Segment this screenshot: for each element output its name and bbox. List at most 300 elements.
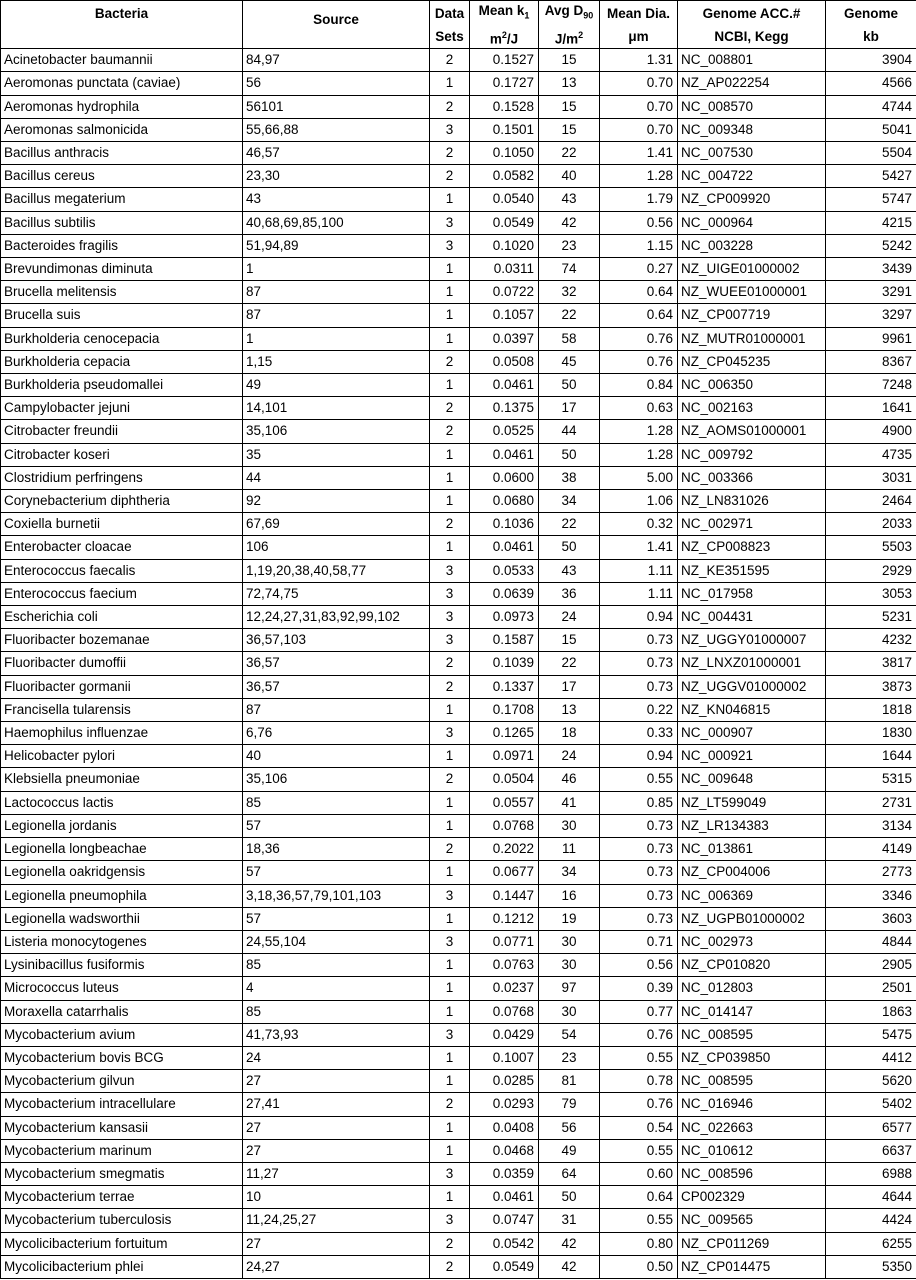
cell-bacteria-name: Enterococcus faecium bbox=[1, 582, 243, 605]
table-row bbox=[1, 559, 916, 582]
table-row bbox=[1, 1209, 916, 1232]
cell-genome-kb: 7248 bbox=[826, 374, 916, 397]
cell-mean-diameter: 1.06 bbox=[600, 490, 678, 513]
cell-mean-diameter: 1.15 bbox=[600, 234, 678, 257]
cell-mean-diameter: 1.41 bbox=[600, 536, 678, 559]
cell-genome-accession: NC_008595 bbox=[678, 1070, 826, 1093]
cell-source-refs: 36,57 bbox=[243, 652, 430, 675]
cell-mean-diameter: 0.71 bbox=[600, 930, 678, 953]
cell-source-refs: 40 bbox=[243, 745, 430, 768]
cell-genome-kb: 5041 bbox=[826, 118, 916, 141]
cell-mean-diameter: 5.00 bbox=[600, 466, 678, 489]
cell-mean-k1: 0.1447 bbox=[470, 884, 539, 907]
header-mean-k1: Mean $k_1$ bbox=[470, 1, 539, 26]
cell-source-refs: 36,57,103 bbox=[243, 629, 430, 652]
cell-genome-accession: NC_009565 bbox=[678, 1209, 826, 1232]
cell-genome-kb: 3817 bbox=[826, 652, 916, 675]
cell-genome-accession: NC_000964 bbox=[678, 211, 826, 234]
cell-bacteria-name: Haemophilus influenzae bbox=[1, 722, 243, 745]
cell-genome-accession: CP002329 bbox=[678, 1186, 826, 1209]
cell-genome-kb: 5504 bbox=[826, 142, 916, 165]
table-row bbox=[1, 258, 916, 281]
cell-genome-accession: NZ_LT599049 bbox=[678, 791, 826, 814]
cell-bacteria-name: Mycobacterium tuberculosis bbox=[1, 1209, 243, 1232]
cell-source-refs: 11,24,25,27 bbox=[243, 1209, 430, 1232]
cell-avg-d90: 22 bbox=[539, 652, 600, 675]
cell-data-sets: 1 bbox=[430, 327, 470, 350]
cell-data-sets: 1 bbox=[430, 466, 470, 489]
cell-genome-kb: 1641 bbox=[826, 397, 916, 420]
cell-mean-diameter: 0.55 bbox=[600, 768, 678, 791]
cell-data-sets: 1 bbox=[430, 1186, 470, 1209]
cell-genome-accession: NC_003228 bbox=[678, 234, 826, 257]
cell-source-refs: 72,74,75 bbox=[243, 582, 430, 605]
cell-genome-accession: NZ_WUEE01000001 bbox=[678, 281, 826, 304]
cell-genome-kb: 3346 bbox=[826, 884, 916, 907]
cell-mean-diameter: 0.73 bbox=[600, 629, 678, 652]
table-row bbox=[1, 142, 916, 165]
cell-genome-accession: NZ_LNXZ01000001 bbox=[678, 652, 826, 675]
cell-genome-accession: NZ_CP014475 bbox=[678, 1255, 826, 1278]
cell-source-refs: 24,27 bbox=[243, 1255, 430, 1278]
cell-mean-diameter: 0.73 bbox=[600, 652, 678, 675]
cell-mean-diameter: 0.55 bbox=[600, 1139, 678, 1162]
cell-mean-diameter: 0.70 bbox=[600, 95, 678, 118]
cell-genome-accession: NC_016946 bbox=[678, 1093, 826, 1116]
header-genome-kb: Genome bbox=[826, 1, 916, 26]
cell-data-sets: 1 bbox=[430, 188, 470, 211]
cell-mean-k1: 0.0971 bbox=[470, 745, 539, 768]
table-row bbox=[1, 1162, 916, 1185]
cell-avg-d90: 15 bbox=[539, 118, 600, 141]
table-row bbox=[1, 327, 916, 350]
cell-bacteria-name: Mycobacterium bovis BCG bbox=[1, 1046, 243, 1069]
cell-mean-diameter: 0.56 bbox=[600, 211, 678, 234]
cell-mean-diameter: 0.39 bbox=[600, 977, 678, 1000]
cell-mean-k1: 0.1587 bbox=[470, 629, 539, 652]
cell-mean-k1: 0.1007 bbox=[470, 1046, 539, 1069]
cell-avg-d90: 42 bbox=[539, 1255, 600, 1278]
cell-genome-kb: 4149 bbox=[826, 838, 916, 861]
header-avg-d90-unit: $J/m^2$ bbox=[539, 26, 600, 49]
cell-avg-d90: 23 bbox=[539, 234, 600, 257]
cell-data-sets: 1 bbox=[430, 304, 470, 327]
cell-bacteria-name: Mycobacterium smegmatis bbox=[1, 1162, 243, 1185]
cell-avg-d90: 81 bbox=[539, 1070, 600, 1093]
cell-genome-kb: 3297 bbox=[826, 304, 916, 327]
cell-source-refs: 44 bbox=[243, 466, 430, 489]
table-row bbox=[1, 861, 916, 884]
cell-source-refs: 14,101 bbox=[243, 397, 430, 420]
cell-source-refs: 27 bbox=[243, 1116, 430, 1139]
cell-source-refs: 27,41 bbox=[243, 1093, 430, 1116]
cell-mean-diameter: 0.73 bbox=[600, 907, 678, 930]
cell-genome-accession: NC_009348 bbox=[678, 118, 826, 141]
cell-bacteria-name: Mycolicibacterium fortuitum bbox=[1, 1232, 243, 1255]
table-row bbox=[1, 722, 916, 745]
header-genome-kb-unit: kb bbox=[826, 26, 916, 49]
cell-data-sets: 2 bbox=[430, 49, 470, 72]
cell-bacteria-name: Mycolicibacterium phlei bbox=[1, 1255, 243, 1278]
cell-genome-kb: 4744 bbox=[826, 95, 916, 118]
cell-source-refs: 57 bbox=[243, 907, 430, 930]
cell-avg-d90: 30 bbox=[539, 930, 600, 953]
cell-bacteria-name: Legionella pneumophila bbox=[1, 884, 243, 907]
cell-mean-k1: 0.1727 bbox=[470, 72, 539, 95]
cell-genome-kb: 2929 bbox=[826, 559, 916, 582]
cell-source-refs: 87 bbox=[243, 281, 430, 304]
cell-data-sets: 3 bbox=[430, 118, 470, 141]
cell-mean-diameter: 0.33 bbox=[600, 722, 678, 745]
cell-mean-k1: 0.0747 bbox=[470, 1209, 539, 1232]
cell-genome-accession: NC_008801 bbox=[678, 49, 826, 72]
cell-genome-kb: 4644 bbox=[826, 1186, 916, 1209]
cell-avg-d90: 15 bbox=[539, 49, 600, 72]
cell-genome-kb: 5503 bbox=[826, 536, 916, 559]
table-row bbox=[1, 907, 916, 930]
cell-data-sets: 3 bbox=[430, 211, 470, 234]
cell-genome-accession: NZ_CP004006 bbox=[678, 861, 826, 884]
cell-mean-k1: 0.1528 bbox=[470, 95, 539, 118]
cell-genome-accession: NC_013861 bbox=[678, 838, 826, 861]
cell-source-refs: 18,36 bbox=[243, 838, 430, 861]
cell-source-refs: 12,24,27,31,83,92,99,102 bbox=[243, 606, 430, 629]
cell-genome-accession: NC_000907 bbox=[678, 722, 826, 745]
cell-avg-d90: 13 bbox=[539, 698, 600, 721]
cell-avg-d90: 79 bbox=[539, 1093, 600, 1116]
cell-source-refs: 87 bbox=[243, 698, 430, 721]
cell-mean-k1: 0.0237 bbox=[470, 977, 539, 1000]
table-row bbox=[1, 675, 916, 698]
cell-mean-diameter: 0.64 bbox=[600, 281, 678, 304]
cell-genome-accession: NC_006350 bbox=[678, 374, 826, 397]
cell-data-sets: 1 bbox=[430, 258, 470, 281]
cell-genome-kb: 4424 bbox=[826, 1209, 916, 1232]
cell-mean-k1: 0.0461 bbox=[470, 443, 539, 466]
cell-genome-kb: 5242 bbox=[826, 234, 916, 257]
cell-bacteria-name: Corynebacterium diphtheria bbox=[1, 490, 243, 513]
cell-bacteria-name: Bacteroides fragilis bbox=[1, 234, 243, 257]
cell-bacteria-name: Aeromonas hydrophila bbox=[1, 95, 243, 118]
cell-bacteria-name: Fluoribacter gormanii bbox=[1, 675, 243, 698]
cell-bacteria-name: Legionella jordanis bbox=[1, 814, 243, 837]
cell-source-refs: 11,27 bbox=[243, 1162, 430, 1185]
cell-avg-d90: 24 bbox=[539, 606, 600, 629]
cell-source-refs: 40,68,69,85,100 bbox=[243, 211, 430, 234]
cell-source-refs: 24 bbox=[243, 1046, 430, 1069]
header-mean-dia: Mean Dia. bbox=[600, 1, 678, 26]
cell-bacteria-name: Klebsiella pneumoniae bbox=[1, 768, 243, 791]
cell-bacteria-name: Enterobacter cloacae bbox=[1, 536, 243, 559]
cell-genome-accession: NZ_KN046815 bbox=[678, 698, 826, 721]
cell-data-sets: 3 bbox=[430, 884, 470, 907]
cell-mean-diameter: 0.76 bbox=[600, 1093, 678, 1116]
cell-bacteria-name: Mycobacterium gilvun bbox=[1, 1070, 243, 1093]
cell-avg-d90: 40 bbox=[539, 165, 600, 188]
cell-genome-kb: 5620 bbox=[826, 1070, 916, 1093]
table-row bbox=[1, 188, 916, 211]
cell-mean-diameter: 0.64 bbox=[600, 304, 678, 327]
cell-avg-d90: 34 bbox=[539, 490, 600, 513]
table-row bbox=[1, 72, 916, 95]
cell-bacteria-name: Citrobacter freundii bbox=[1, 420, 243, 443]
cell-mean-k1: 0.1501 bbox=[470, 118, 539, 141]
header-genome-acc-2: NCBI, Kegg bbox=[678, 26, 826, 49]
cell-genome-accession: NC_008595 bbox=[678, 1023, 826, 1046]
cell-mean-diameter: 0.73 bbox=[600, 814, 678, 837]
cell-genome-accession: NC_012803 bbox=[678, 977, 826, 1000]
cell-mean-diameter: 1.11 bbox=[600, 582, 678, 605]
cell-mean-k1: 0.0461 bbox=[470, 374, 539, 397]
table-header bbox=[1, 1, 916, 49]
cell-avg-d90: 30 bbox=[539, 814, 600, 837]
cell-mean-k1: 0.1527 bbox=[470, 49, 539, 72]
cell-bacteria-name: Legionella longbeachae bbox=[1, 838, 243, 861]
cell-mean-diameter: 0.85 bbox=[600, 791, 678, 814]
cell-mean-diameter: 0.60 bbox=[600, 1162, 678, 1185]
cell-data-sets: 1 bbox=[430, 72, 470, 95]
cell-data-sets: 3 bbox=[430, 234, 470, 257]
cell-bacteria-name: Moraxella catarrhalis bbox=[1, 1000, 243, 1023]
cell-mean-k1: 0.0429 bbox=[470, 1023, 539, 1046]
cell-source-refs: 67,69 bbox=[243, 513, 430, 536]
cell-data-sets: 3 bbox=[430, 1209, 470, 1232]
cell-genome-accession: NC_009792 bbox=[678, 443, 826, 466]
cell-bacteria-name: Micrococcus luteus bbox=[1, 977, 243, 1000]
cell-bacteria-name: Legionella oakridgensis bbox=[1, 861, 243, 884]
table-row bbox=[1, 490, 916, 513]
cell-data-sets: 1 bbox=[430, 954, 470, 977]
table-row bbox=[1, 49, 916, 72]
cell-mean-diameter: 0.50 bbox=[600, 1255, 678, 1278]
cell-mean-diameter: 0.94 bbox=[600, 745, 678, 768]
cell-bacteria-name: Escherichia coli bbox=[1, 606, 243, 629]
cell-bacteria-name: Coxiella burnetii bbox=[1, 513, 243, 536]
cell-avg-d90: 50 bbox=[539, 443, 600, 466]
cell-bacteria-name: Listeria monocytogenes bbox=[1, 930, 243, 953]
cell-genome-accession: NC_003366 bbox=[678, 466, 826, 489]
cell-genome-kb: 8367 bbox=[826, 350, 916, 373]
cell-source-refs: 57 bbox=[243, 861, 430, 884]
table-row bbox=[1, 791, 916, 814]
cell-genome-accession: NZ_UGGV01000002 bbox=[678, 675, 826, 698]
cell-bacteria-name: Bacillus subtilis bbox=[1, 211, 243, 234]
cell-mean-k1: 0.0763 bbox=[470, 954, 539, 977]
cell-bacteria-name: Aeromonas salmonicida bbox=[1, 118, 243, 141]
cell-bacteria-name: Campylobacter jejuni bbox=[1, 397, 243, 420]
cell-genome-kb: 3439 bbox=[826, 258, 916, 281]
cell-mean-k1: 0.0768 bbox=[470, 814, 539, 837]
cell-bacteria-name: Francisella tularensis bbox=[1, 698, 243, 721]
cell-mean-k1: 0.0771 bbox=[470, 930, 539, 953]
cell-source-refs: 87 bbox=[243, 304, 430, 327]
cell-data-sets: 1 bbox=[430, 536, 470, 559]
cell-avg-d90: 13 bbox=[539, 72, 600, 95]
cell-mean-k1: 0.0557 bbox=[470, 791, 539, 814]
cell-data-sets: 2 bbox=[430, 350, 470, 373]
table-row bbox=[1, 443, 916, 466]
cell-genome-kb: 5350 bbox=[826, 1255, 916, 1278]
cell-bacteria-name: Bacillus anthracis bbox=[1, 142, 243, 165]
cell-mean-diameter: 0.76 bbox=[600, 350, 678, 373]
cell-genome-accession: NZ_MUTR01000001 bbox=[678, 327, 826, 350]
cell-bacteria-name: Mycobacterium terrae bbox=[1, 1186, 243, 1209]
cell-genome-accession: NC_004722 bbox=[678, 165, 826, 188]
cell-mean-diameter: 0.55 bbox=[600, 1209, 678, 1232]
cell-genome-kb: 6255 bbox=[826, 1232, 916, 1255]
header-mean-dia-unit: μm bbox=[600, 26, 678, 49]
cell-bacteria-name: Brucella melitensis bbox=[1, 281, 243, 304]
cell-bacteria-name: Fluoribacter bozemanae bbox=[1, 629, 243, 652]
cell-genome-accession: NZ_CP039850 bbox=[678, 1046, 826, 1069]
table-row bbox=[1, 536, 916, 559]
cell-mean-diameter: 0.76 bbox=[600, 1023, 678, 1046]
cell-mean-diameter: 0.22 bbox=[600, 698, 678, 721]
cell-mean-k1: 0.0468 bbox=[470, 1139, 539, 1162]
cell-source-refs: 85 bbox=[243, 954, 430, 977]
cell-genome-kb: 2501 bbox=[826, 977, 916, 1000]
table-row bbox=[1, 1023, 916, 1046]
cell-mean-diameter: 1.28 bbox=[600, 165, 678, 188]
cell-genome-kb: 5747 bbox=[826, 188, 916, 211]
cell-mean-k1: 0.0359 bbox=[470, 1162, 539, 1185]
cell-source-refs: 27 bbox=[243, 1139, 430, 1162]
cell-genome-kb: 4844 bbox=[826, 930, 916, 953]
cell-data-sets: 2 bbox=[430, 397, 470, 420]
cell-source-refs: 1 bbox=[243, 327, 430, 350]
cell-source-refs: 46,57 bbox=[243, 142, 430, 165]
cell-data-sets: 3 bbox=[430, 629, 470, 652]
cell-genome-accession: NZ_LR134383 bbox=[678, 814, 826, 837]
cell-genome-accession: NC_004431 bbox=[678, 606, 826, 629]
cell-mean-k1: 0.0461 bbox=[470, 1186, 539, 1209]
cell-mean-k1: 0.0582 bbox=[470, 165, 539, 188]
cell-mean-k1: 0.2022 bbox=[470, 838, 539, 861]
cell-mean-diameter: 0.56 bbox=[600, 954, 678, 977]
cell-genome-accession: NZ_CP007719 bbox=[678, 304, 826, 327]
cell-mean-k1: 0.0600 bbox=[470, 466, 539, 489]
cell-data-sets: 2 bbox=[430, 768, 470, 791]
cell-avg-d90: 24 bbox=[539, 745, 600, 768]
table-row bbox=[1, 977, 916, 1000]
cell-genome-accession: NC_008596 bbox=[678, 1162, 826, 1185]
table-body bbox=[1, 49, 916, 1279]
table-row bbox=[1, 374, 916, 397]
cell-genome-accession: NZ_CP010820 bbox=[678, 954, 826, 977]
cell-genome-kb: 9961 bbox=[826, 327, 916, 350]
cell-genome-accession: NC_000921 bbox=[678, 745, 826, 768]
cell-data-sets: 3 bbox=[430, 1162, 470, 1185]
cell-data-sets: 3 bbox=[430, 722, 470, 745]
cell-genome-accession: NC_017958 bbox=[678, 582, 826, 605]
cell-source-refs: 10 bbox=[243, 1186, 430, 1209]
cell-mean-k1: 0.0461 bbox=[470, 536, 539, 559]
cell-mean-k1: 0.0542 bbox=[470, 1232, 539, 1255]
cell-avg-d90: 64 bbox=[539, 1162, 600, 1185]
cell-genome-kb: 5427 bbox=[826, 165, 916, 188]
cell-genome-kb: 2033 bbox=[826, 513, 916, 536]
cell-avg-d90: 15 bbox=[539, 95, 600, 118]
cell-source-refs: 3,18,36,57,79,101,103 bbox=[243, 884, 430, 907]
cell-source-refs: 41,73,93 bbox=[243, 1023, 430, 1046]
cell-mean-diameter: 0.27 bbox=[600, 258, 678, 281]
cell-mean-k1: 0.0508 bbox=[470, 350, 539, 373]
cell-data-sets: 1 bbox=[430, 907, 470, 930]
cell-bacteria-name: Burkholderia pseudomallei bbox=[1, 374, 243, 397]
cell-data-sets: 1 bbox=[430, 1000, 470, 1023]
cell-mean-k1: 0.0540 bbox=[470, 188, 539, 211]
cell-source-refs: 1,15 bbox=[243, 350, 430, 373]
cell-bacteria-name: Brevundimonas diminuta bbox=[1, 258, 243, 281]
cell-genome-kb: 5402 bbox=[826, 1093, 916, 1116]
cell-data-sets: 2 bbox=[430, 513, 470, 536]
cell-genome-kb: 1830 bbox=[826, 722, 916, 745]
cell-genome-accession: NZ_LN831026 bbox=[678, 490, 826, 513]
cell-avg-d90: 23 bbox=[539, 1046, 600, 1069]
cell-genome-accession: NC_008570 bbox=[678, 95, 826, 118]
cell-mean-diameter: 0.73 bbox=[600, 675, 678, 698]
cell-genome-accession: NZ_UGGY01000007 bbox=[678, 629, 826, 652]
cell-source-refs: 55,66,88 bbox=[243, 118, 430, 141]
cell-genome-kb: 2731 bbox=[826, 791, 916, 814]
cell-data-sets: 3 bbox=[430, 582, 470, 605]
table-row bbox=[1, 582, 916, 605]
cell-avg-d90: 30 bbox=[539, 1000, 600, 1023]
cell-source-refs: 85 bbox=[243, 791, 430, 814]
cell-source-refs: 36,57 bbox=[243, 675, 430, 698]
cell-bacteria-name: Enterococcus faecalis bbox=[1, 559, 243, 582]
cell-genome-accession: NC_007530 bbox=[678, 142, 826, 165]
cell-source-refs: 1 bbox=[243, 258, 430, 281]
cell-genome-accession: NC_002973 bbox=[678, 930, 826, 953]
cell-data-sets: 2 bbox=[430, 142, 470, 165]
cell-mean-diameter: 0.78 bbox=[600, 1070, 678, 1093]
cell-genome-kb: 1863 bbox=[826, 1000, 916, 1023]
cell-data-sets: 3 bbox=[430, 1023, 470, 1046]
cell-avg-d90: 49 bbox=[539, 1139, 600, 1162]
cell-bacteria-name: Lysinibacillus fusiformis bbox=[1, 954, 243, 977]
table-row bbox=[1, 1116, 916, 1139]
table-row bbox=[1, 606, 916, 629]
cell-avg-d90: 17 bbox=[539, 675, 600, 698]
table-row bbox=[1, 1000, 916, 1023]
cell-bacteria-name: Brucella suis bbox=[1, 304, 243, 327]
cell-avg-d90: 38 bbox=[539, 466, 600, 489]
cell-data-sets: 2 bbox=[430, 652, 470, 675]
header-bacteria: Bacteria bbox=[1, 1, 243, 26]
header-source: Source bbox=[243, 1, 430, 49]
cell-mean-k1: 0.1020 bbox=[470, 234, 539, 257]
cell-bacteria-name: Bacillus cereus bbox=[1, 165, 243, 188]
cell-source-refs: 27 bbox=[243, 1070, 430, 1093]
cell-genome-kb: 3603 bbox=[826, 907, 916, 930]
cell-mean-k1: 0.0311 bbox=[470, 258, 539, 281]
cell-mean-k1: 0.1375 bbox=[470, 397, 539, 420]
cell-genome-kb: 3031 bbox=[826, 466, 916, 489]
table-row bbox=[1, 1093, 916, 1116]
cell-mean-k1: 0.1050 bbox=[470, 142, 539, 165]
cell-mean-diameter: 0.63 bbox=[600, 397, 678, 420]
cell-mean-diameter: 0.84 bbox=[600, 374, 678, 397]
table-row bbox=[1, 1186, 916, 1209]
cell-avg-d90: 17 bbox=[539, 397, 600, 420]
cell-bacteria-name: Clostridium perfringens bbox=[1, 466, 243, 489]
cell-bacteria-name: Bacillus megaterium bbox=[1, 188, 243, 211]
cell-mean-diameter: 0.70 bbox=[600, 118, 678, 141]
cell-genome-accession: NZ_CP008823 bbox=[678, 536, 826, 559]
cell-source-refs: 24,55,104 bbox=[243, 930, 430, 953]
cell-data-sets: 1 bbox=[430, 1070, 470, 1093]
